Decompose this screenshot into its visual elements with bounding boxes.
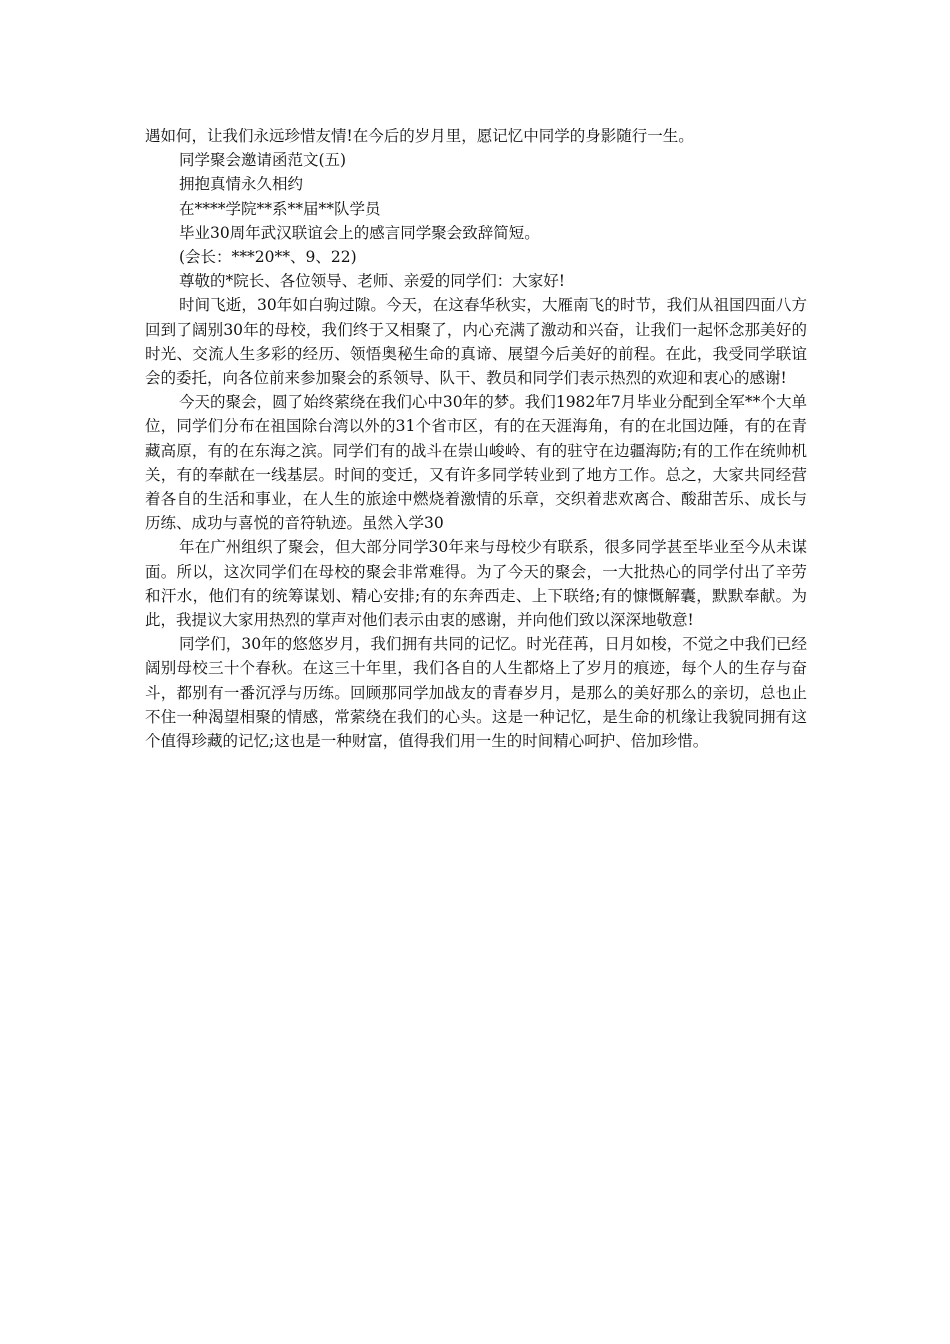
document-body [145,124,807,753]
section-title: 同学聚会邀请函范文(五) [179,151,347,170]
paragraph-4: 同学们，30年的悠悠岁月，我们拥有共同的记忆。时光荏苒，日月如梭，不觉之中我们已经阔别母校三十个春秋。在这三十年里，我们各自的人生都烙上了岁月的痕迹，每个人的生存与奋斗，都别有一番沉浮与历练。回顾那同学加战友的青春岁月，是那么的美好那么的亲切，总也止不住一种渴望相聚的情感，常萦绕在我们的心头。这是一种记忆，是生命的机缘让我貌同拥有这个值得珍藏的记忆;这也是一种财富，值得我们用一生的时间精心呵护、倍加珍惜。 [145,635,807,751]
paragraph-2: 今天的聚会，圆了始终萦绕在我们心中30年的梦。我们1982年7月毕业分配到全军**个大单位，同学们分布在祖国除台湾以外的31个省市区，有的在天涯海角，有的在北国边陲，有的在青藏高原，有的在东海之滨。同学们有的战斗在崇山峻岭、有的驻守在边疆海防;有的工作在统帅机关，有的奉献在一线基层。时间的变迁，又有许多同学转业到了地方工作。总之，大家共同经营着各自的生活和事业，在人生的旅途中燃烧着激情的乐章，交织着悲欢离合、酸甜苦乐、成长与历练、成功与喜悦的音符轨迹。虽然入学30 [145,393,807,533]
speech-subtitle-line-1: 在****学院**系**届**队学员 [179,199,381,218]
speaker-note: (会长：***20**、9、22) [179,248,357,267]
paragraph-3: 年在广州组织了聚会，但大部分同学30年来与母校少有联系，很多同学甚至毕业至今从未谋面。所以，这次同学们在母校的聚会非常难得。为了今天的聚会，一大批热心的同学付出了辛劳和汗水，他们有的统筹谋划、精心安排;有的东奔西走、上下联络;有的慷慨解囊，默默奉献。为此，我提议大家用热烈的掌声对他们表示由衷的感谢，并向他们致以深深地敬意! [145,538,807,630]
greeting: 尊敬的*院长、各位领导、老师、亲爱的同学们：大家好! [179,272,565,291]
paragraph-1: 时间飞逝，30年如白驹过隙。今天，在这春华秋实，大雁南飞的时节，我们从祖国四面八方回到了阔别30年的母校，我们终于又相聚了，内心充满了激动和兴奋，让我们一起怀念那美好的时光、交流人生多彩的经历、领悟奥秘生命的真谛、展望今后美好的前程。在此，我受同学联谊会的委托，向各位前来参加聚会的系领导、队干、教员和同学们表示热烈的欢迎和衷心的感谢! [145,296,807,388]
speech-subtitle-line-2: 毕业30周年武汉联谊会上的感言同学聚会致辞简短。 [179,223,540,242]
paragraph-continuation: 遇如何，让我们永远珍惜友情!在今后的岁月里，愿记忆中同学的身影随行一生。 [145,127,694,145]
speech-title: 拥抱真情永久相约 [179,175,304,194]
